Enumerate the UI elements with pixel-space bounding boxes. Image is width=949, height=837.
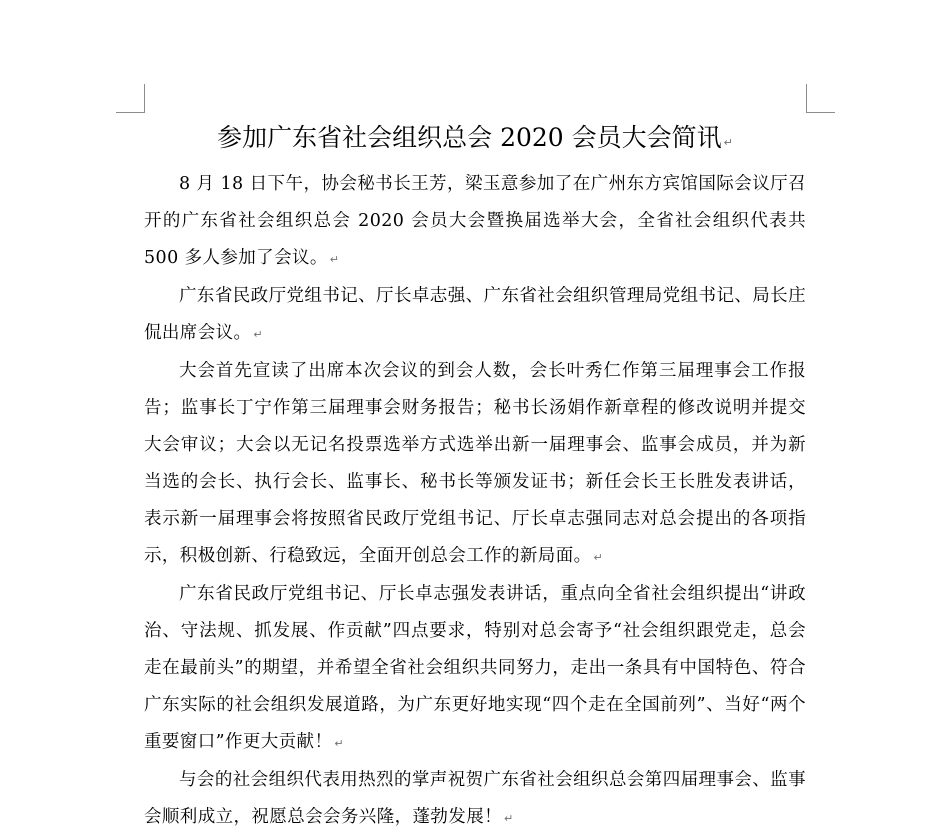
paragraph-mark-icon: ↵	[593, 551, 604, 564]
paragraph-text: 广东省民政厅党组书记、厅长卓志强、广东省社会组织管理局党组书记、局长庄侃出席会议。	[144, 286, 806, 343]
title-text: 参加广东省社会组织总会 2020 会员大会简讯	[217, 123, 722, 152]
paragraph-mark-icon: ↵	[329, 253, 340, 266]
paragraph-5[interactable]	[144, 762, 806, 837]
paragraph-text: 与会的社会组织代表用热烈的掌声祝贺广东省社会组织总会第四届理事会、监事会顺利成立，祝愿总会会务兴隆，蓬勃发展！	[144, 770, 806, 827]
paragraph-text: 广东省民政厅党组书记、厅长卓志强发表讲话，重点向全省社会组织提出“讲政治、守法规、抓发展、作贡献”四点要求，特别对总会寄予“社会组织跟党走，总会走在最前头”的期望，并希望全省社会组织共同努力，走出一条具有中国特色、符合广东实际的社会组织发展道路，为广东更好地实现“四个走在全国前列”、当好“两个重要窗口”作更大贡献！	[144, 584, 806, 752]
document-body[interactable]	[144, 166, 806, 837]
paragraph-text: 大会首先宣读了出席本次会议的到会人数，会长叶秀仁作第三届理事会工作报告；监事长丁宁作第三届理事会财务报告；秘书长汤娟作新章程的修改说明并提交大会审议；大会以无记名投票选举方式选举出新一届理事会、监事会成员，并为新当选的会长、执行会长、监事长、秘书长等颁发证书；新任会长王长胜发表讲话，表示新一届理事会将按照省民政厅党组书记、厅长卓志强同志对总会提出的各项指示，积极创新、行稳致远，全面开创总会工作的新局面。	[144, 361, 806, 566]
paragraph-mark-icon: ↵	[723, 136, 733, 149]
top-right-margin-mark	[806, 84, 835, 113]
paragraph-mark-icon: ↵	[334, 737, 344, 750]
paragraph-mark-icon: ↵	[253, 328, 264, 341]
paragraph-4[interactable]	[144, 576, 806, 762]
paragraph-2[interactable]	[144, 278, 806, 353]
paragraph-1[interactable]	[144, 166, 806, 278]
top-left-margin-mark	[116, 84, 145, 113]
paragraph-text: 8 月 18 日下午，协会秘书长王芳，梁玉意参加了在广州东方宾馆国际会议厅召开的广东省社会组织总会 2020 会员大会暨换届选举大会，全省社会组织代表共 500 多人参加了会议。	[144, 174, 806, 268]
paragraph-mark-icon: ↵	[504, 812, 514, 825]
document-title[interactable]	[144, 118, 806, 163]
paragraph-3[interactable]	[144, 353, 806, 576]
